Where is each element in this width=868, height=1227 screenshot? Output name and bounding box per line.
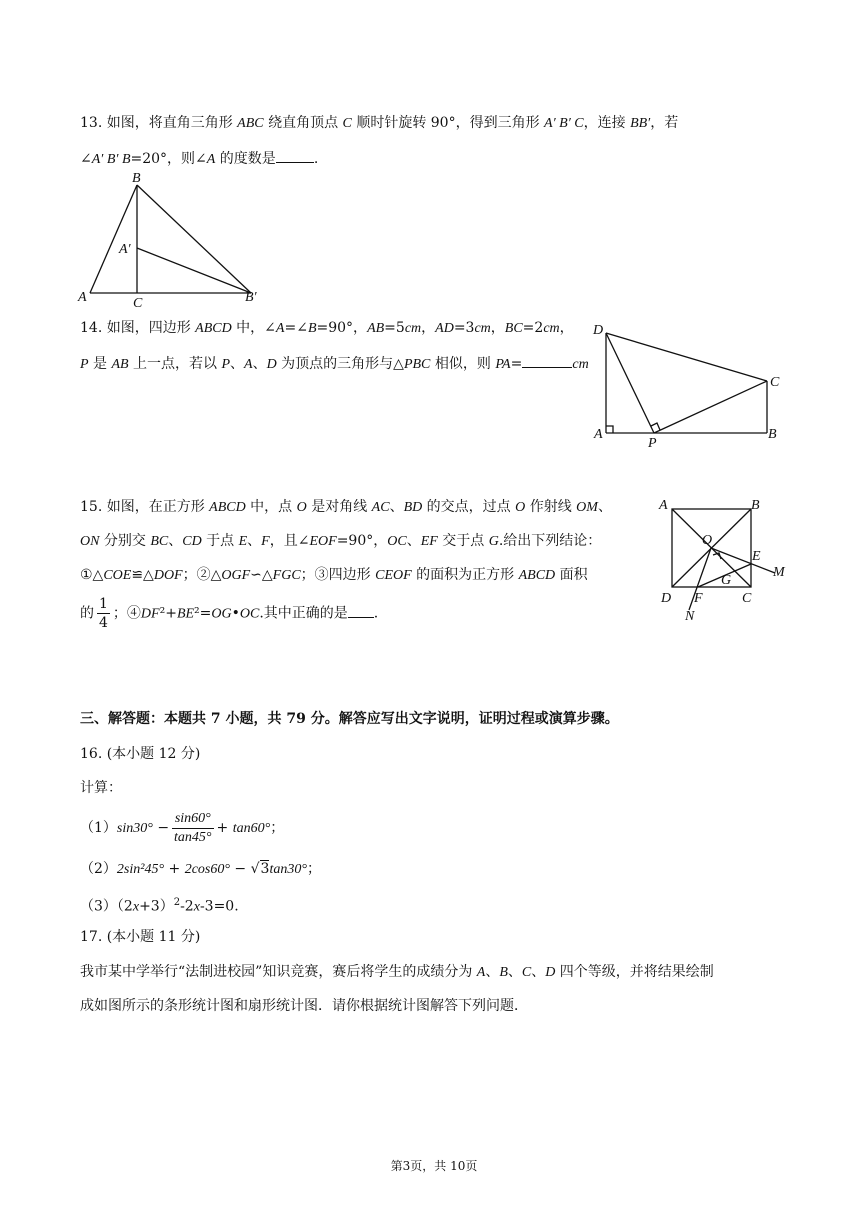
q14-line-1: 14. 如图，四边形 ABCD 中，∠A=∠B=90°，AB=5cm，AD=3cm，BC=2cm， (80, 320, 574, 336)
label-B-prime: B′ (245, 290, 257, 305)
q15-line-3: ①△COE≌△DOF；②△OGF∽△FGC；③四边形 CEOF 的面积为正方形 ABCD 面积 (80, 567, 588, 583)
label-C: C (770, 375, 780, 390)
q16-title: 16. (本小题 12 分) (80, 746, 201, 762)
q17-line-2: 成如图所示的条形统计图和扇形统计图．请你根据统计图解答下列问题． (80, 998, 528, 1014)
label-G: G (721, 573, 732, 588)
label-A-prime: A′ (119, 242, 131, 257)
label-E: E (752, 549, 761, 564)
page-footer: 第3页，共 10页 (390, 1159, 478, 1173)
label-C: C (133, 296, 143, 311)
answer-blank[interactable] (276, 148, 314, 163)
answer-blank[interactable] (522, 353, 572, 368)
q14-quadrilateral-figure (590, 320, 790, 455)
fraction-sin60-tan45: $\frac{\sin 60^\circ}{\tan 45^\circ}$ (174, 810, 212, 845)
q16-part-1: （1）sin30° − $\frac{\sin 60^\circ}{\tan 45^\circ}$ + tan60°； (80, 810, 285, 845)
label-F: F (694, 591, 703, 606)
label-C: C (742, 591, 752, 606)
label-D: D (593, 323, 604, 338)
q16-part-2: （2）2sin²45° + 2cos60° − √3tan30°； (80, 861, 321, 877)
label-A: A (78, 290, 87, 305)
section-3-heading: 三、解答题：本题共 7 小题，共 79 分。解答应写出文字说明，证明过程或演算步骤。 (80, 711, 619, 727)
label-B: B (751, 498, 760, 513)
q16-intro: 计算： (80, 780, 122, 796)
answer-blank[interactable] (348, 603, 374, 618)
q15-line-1: 15. 如图，在正方形 ABCD 中，点 O 是对角线 AC、BD 的交点，过点 O 作射线 OM、 (80, 499, 612, 515)
label-N: N (685, 609, 695, 624)
q17-line-1: 我市某中学举行“法制进校园”知识竞赛，赛后将学生的成绩分为 A、B、C、D 四个等级，并将结果绘制 (80, 964, 714, 980)
q16-part-3: $(3)(2x+3)^2-2x-3=0$. (80, 897, 239, 915)
label-B: B (132, 171, 141, 186)
q15-line-4: 的 $\frac{1}{4}$ ；④DF²+BE²=OG•OC.其中正确的是 . (80, 596, 379, 631)
q17-title: 17. (本小题 11 分) (80, 929, 201, 945)
label-A: A (594, 427, 603, 442)
q14-line-2: P 是 AB 上一点，若以 P、A、D 为顶点的三角形与△PBC 相似，则 PA= cm (80, 353, 589, 375)
q15-square-figure (655, 495, 795, 625)
q13-triangle-figure (70, 170, 270, 310)
fraction-one-quarter: $\frac{1}{4}$ (99, 596, 108, 631)
q13-line-1: 13. 如图，将直角三角形 ABC 绕直角顶点 C 顺时针旋转 90°，得到三角形 A′ B′ C，连接 BB′，若 (80, 115, 679, 131)
label-M: M (773, 565, 785, 580)
q15-line-2: ON 分别交 BC、CD 于点 E、F，且∠EOF=90°，OC、EF 交于点 G.给出下列结论： (80, 533, 602, 549)
label-O: O (702, 533, 713, 548)
label-P: P (648, 436, 657, 451)
q13-line-2: ∠A′ B′ B=20°，则∠A 的度数是 . (80, 148, 318, 170)
label-B: B (768, 427, 777, 442)
label-A: A (659, 498, 668, 513)
label-D: D (661, 591, 672, 606)
